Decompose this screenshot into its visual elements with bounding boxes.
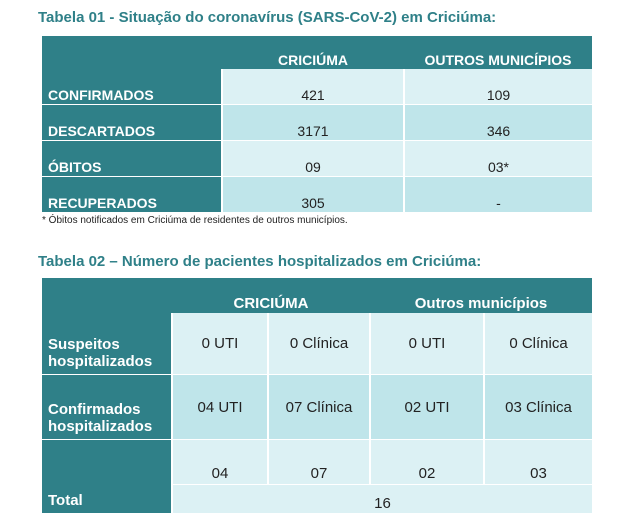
value-confirmados-outros: 109 — [404, 69, 592, 105]
table2-title: Tabela 02 – Número de pacientes hospitalizados em Criciúma: — [38, 253, 482, 270]
row-label-total: Total — [42, 440, 172, 514]
table-situacao — [42, 36, 592, 212]
value-total-criciuma-uti: 04 — [172, 440, 268, 485]
value-suspeitos-outros-uti: 0 UTI — [370, 313, 484, 375]
table-row — [42, 105, 592, 141]
value-confirmados-outros-uti: 02 UTI — [370, 375, 484, 440]
value-confirmados-criciuma: 421 — [222, 69, 404, 105]
table-row — [42, 375, 592, 440]
value-suspeitos-outros-clinica: 0 Clínica — [484, 313, 592, 375]
value-recuperados-outros: - — [404, 177, 592, 213]
row-label-obitos: ÓBITOS — [42, 141, 222, 177]
value-descartados-criciuma: 3171 — [222, 105, 404, 141]
value-recuperados-criciuma: 305 — [222, 177, 404, 213]
value-total-outros-uti: 02 — [370, 440, 484, 485]
table-row — [42, 141, 592, 177]
header-criciuma: CRICIÚMA — [172, 278, 370, 313]
value-total-sum: 16 — [172, 485, 592, 514]
table-header-row — [42, 278, 592, 313]
value-confirmados-outros-clinica: 03 Clínica — [484, 375, 592, 440]
table-row — [42, 69, 592, 105]
value-obitos-criciuma: 09 — [222, 141, 404, 177]
value-suspeitos-criciuma-clinica: 0 Clínica — [268, 313, 370, 375]
value-obitos-outros: 03* — [404, 141, 592, 177]
table-row — [42, 177, 592, 213]
header-criciuma: CRICIÚMA — [222, 36, 404, 69]
table-header-row — [42, 36, 592, 69]
table-hospitalizados — [42, 278, 592, 513]
header-outros: OUTROS MUNICÍPIOS — [404, 36, 592, 69]
row-label-confirmados: Confirmados hospitalizados — [42, 375, 172, 440]
header-outros: Outros municípios — [370, 278, 592, 313]
row-label-suspeitos: Suspeitos hospitalizados — [42, 313, 172, 375]
table1-title: Tabela 01 - Situação do coronavírus (SARS-CoV-2) em Criciúma: — [38, 9, 497, 26]
header-empty — [42, 278, 172, 313]
value-total-criciuma-clinica: 07 — [268, 440, 370, 485]
value-descartados-outros: 346 — [404, 105, 592, 141]
table-row — [42, 440, 592, 485]
value-confirmados-criciuma-uti: 04 UTI — [172, 375, 268, 440]
value-confirmados-criciuma-clinica: 07 Clínica — [268, 375, 370, 440]
row-label-confirmados: CONFIRMADOS — [42, 69, 222, 105]
value-suspeitos-criciuma-uti: 0 UTI — [172, 313, 268, 375]
row-label-descartados: DESCARTADOS — [42, 105, 222, 141]
footnote: * Óbitos notificados em Criciúma de residentes de outros municípios. — [42, 215, 348, 226]
value-total-outros-clinica: 03 — [484, 440, 592, 485]
row-label-recuperados: RECUPERADOS — [42, 177, 222, 213]
header-empty — [42, 36, 222, 69]
table-row — [42, 313, 592, 375]
